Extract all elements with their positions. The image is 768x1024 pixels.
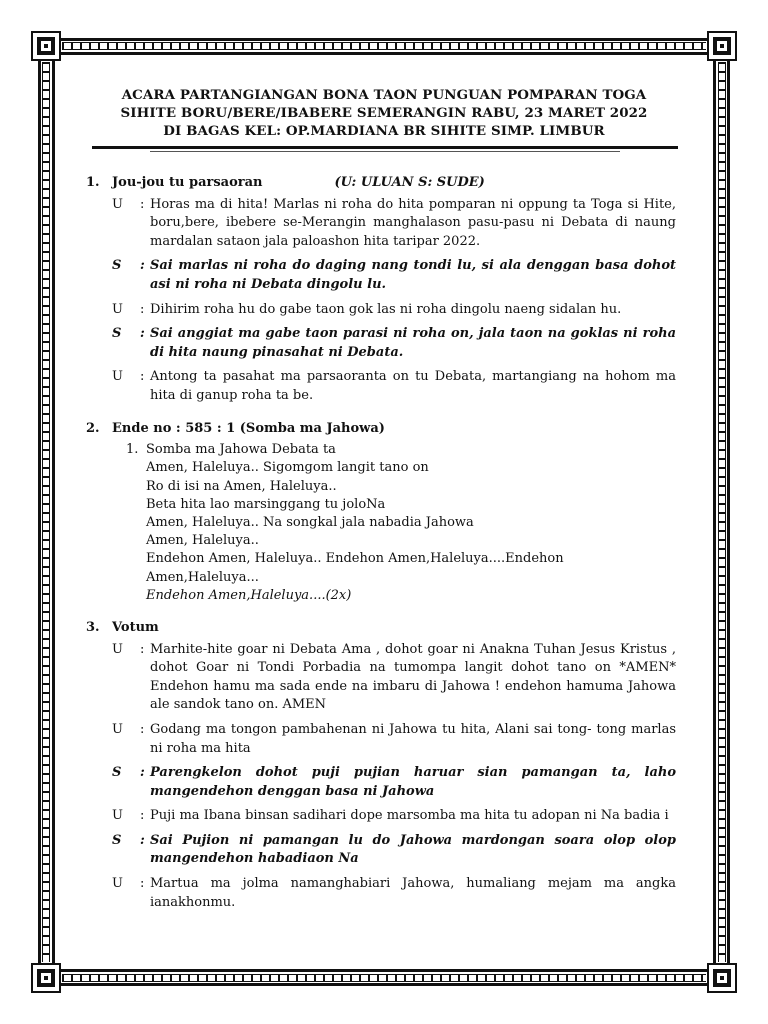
section-heading	[86, 619, 676, 638]
speaker-label: U	[112, 808, 123, 824]
line-text: Godang ma tongon pambahenan ni Jahowa tu hita, Alani sai tong- tong marlas ni roha ma hita	[150, 721, 676, 756]
section-note: (U: ULUAN S: SUDE)	[334, 175, 485, 190]
section-number: 2.	[86, 420, 100, 436]
section-number: 1.	[86, 175, 100, 190]
section-ende	[86, 420, 676, 605]
verse-line: Amen, Haleluya.. Sigomgom langit tano on	[146, 460, 429, 476]
document-title	[90, 86, 678, 140]
verse-number: 1.	[126, 442, 139, 458]
section-votum	[86, 619, 676, 912]
liturgy-line	[86, 368, 676, 405]
verse-line: Beta hita lao marsinggang tu joloNa	[146, 496, 386, 512]
title-divider	[92, 146, 678, 149]
line-text: Puji ma Ibana binsan sadihari dope marsomba ma hita tu adopan ni Na badia i	[150, 808, 669, 824]
speaker-label: U	[112, 641, 123, 657]
speaker-label: S	[112, 258, 122, 274]
line-text: Antong ta pasahat ma parsaoranta on tu Debata, martangiang na hohom ma hita di ganup roha ta be.	[150, 369, 676, 403]
corner-ornament-icon	[707, 31, 737, 61]
speaker-label: S	[112, 765, 122, 781]
corner-ornament-icon	[31, 963, 61, 993]
colon: :	[140, 326, 145, 342]
colon: :	[140, 765, 145, 781]
liturgy-line	[86, 301, 676, 320]
colon: :	[140, 641, 145, 657]
document-body	[86, 174, 676, 926]
verse-line: Endehon Amen, Haleluya.. Endehon Amen,Haleluya....Endehon	[146, 551, 564, 567]
colon: :	[140, 721, 145, 737]
speaker-label: U	[112, 369, 123, 385]
section-number: 3.	[86, 619, 100, 635]
border-band-left	[42, 62, 50, 962]
border-band-bottom	[62, 974, 706, 982]
liturgy-line	[86, 832, 676, 869]
line-text: Parengkelon dohot puji pujian haruar sian pamangan ta, laho mangendehon denggan basa ni Jahowa	[150, 765, 676, 799]
section-jou-jou	[86, 174, 676, 406]
verse-line: Ro di isi na Amen, Haleluya..	[146, 478, 337, 494]
corner-ornament-icon	[707, 963, 737, 993]
section-title: Ende no : 585 : 1 (Somba ma Jahowa)	[112, 420, 385, 436]
verse-line: Amen, Haleluya..	[146, 533, 259, 549]
line-text: Sai Pujion ni pamangan lu do Jahowa mardongan soara olop olop mangendehon habadiaon Na	[150, 832, 676, 867]
liturgy-line	[86, 807, 676, 826]
liturgy-line	[86, 325, 676, 362]
verse-text	[146, 441, 676, 605]
verse-line: Amen,Haleluya...	[146, 569, 259, 585]
line-text: Marhite-hite goar ni Debata Ama , dohot goar ni Anakna Tuhan Jesus Kristus , dohot Goar ni Tondi Porbadia na tumompa langit dohot tano on *AMEN* Endehon hamu ma sada ende na imbaru di Jahowa ! endehon hamuma Jahowa ale sandok tano on. AMEN	[150, 641, 676, 713]
title-divider-thin	[150, 151, 620, 152]
liturgy-line	[86, 196, 676, 252]
speaker-label: S	[112, 326, 122, 342]
section-title: Jou-jou tu parsaoran	[112, 175, 263, 190]
title-line-1: ACARA PARTANGIANGAN BONA TAON PUNGUAN POMPARAN TOGA	[121, 87, 647, 103]
section-heading	[86, 174, 676, 193]
verse-refrain: Endehon Amen,Haleluya....(2x)	[146, 587, 352, 603]
verse-line: Amen, Haleluya.. Na songkal jala nabadia Jahowa	[146, 514, 474, 530]
section-title: Votum	[112, 619, 159, 635]
speaker-label: S	[112, 832, 122, 848]
corner-ornament-icon	[31, 31, 61, 61]
title-line-2: SIHITE BORU/BERE/IBABERE SEMERANGIN RABU, 23 MARET 2022	[120, 105, 648, 121]
liturgy-line	[86, 641, 676, 715]
liturgy-line	[86, 721, 676, 758]
verse-line: Somba ma Jahowa Debata ta	[146, 442, 336, 458]
section-heading	[86, 420, 676, 439]
line-text: Martua ma jolma namanghabiari Jahowa, humaliang mejam ma angka ianakhonmu.	[150, 876, 676, 910]
colon: :	[140, 808, 145, 824]
line-text: Dihirim roha hu do gabe taon gok las ni roha dingolu naeng sidalan hu.	[150, 301, 622, 317]
colon: :	[140, 196, 145, 212]
speaker-label: U	[112, 196, 123, 212]
line-text: Sai anggiat ma gabe taon parasi ni roha on, jala taon na goklas ni roha di hita naung pinasahat ni Debata.	[150, 326, 676, 360]
title-line-3: DI BAGAS KEL: OP.MARDIANA BR SIHITE SIMP. LIMBUR	[163, 123, 605, 139]
line-text: Sai marlas ni roha do daging nang tondi lu, si ala denggan basa dohot asi ni roha ni Debata dingolu lu.	[150, 258, 676, 292]
hymn-verse	[126, 441, 676, 605]
liturgy-line	[86, 875, 676, 912]
colon: :	[140, 832, 145, 848]
speaker-label: U	[112, 721, 123, 737]
colon: :	[140, 876, 145, 892]
speaker-label: U	[112, 301, 123, 317]
liturgy-line	[86, 764, 676, 801]
liturgy-line	[86, 257, 676, 294]
colon: :	[140, 301, 145, 317]
border-band-right	[718, 62, 726, 962]
line-text: Horas ma di hita! Marlas ni roha do hita pomparan ni oppung ta Toga si Hite, boru,bere, ibebere se-Merangin manghalason pasu-pasu ni Debata di naung mardalan sataon jala paloashon hita taripar 2022.	[150, 196, 676, 249]
border-band-top	[62, 42, 706, 50]
speaker-label: U	[112, 876, 123, 892]
colon: :	[140, 258, 145, 274]
colon: :	[140, 369, 145, 385]
